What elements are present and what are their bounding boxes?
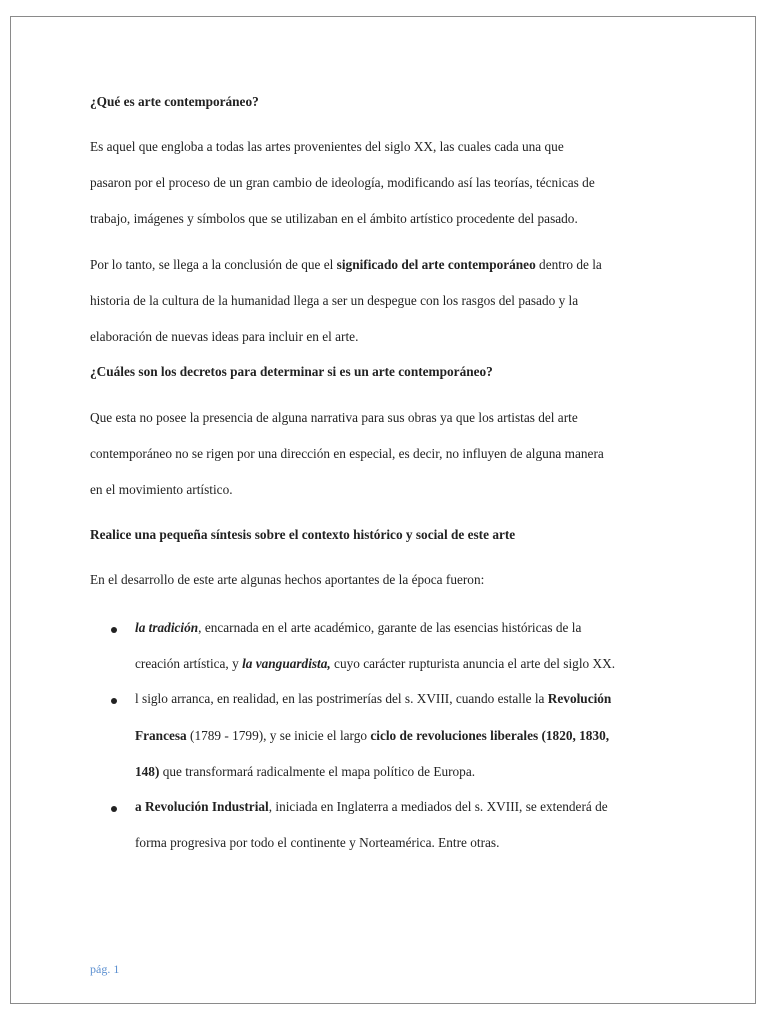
text-run: que transformará radicalmente el mapa político de Europa. (159, 764, 476, 779)
paragraph-line (90, 256, 602, 274)
heading-sintesis: Realice una pequeña síntesis sobre el contexto histórico y social de este arte (90, 527, 516, 542)
paragraph-line: contemporáneo no se rigen por una dirección en especial, es decir, no influyen de alguna manera (90, 446, 604, 461)
list-item-line (135, 763, 475, 781)
heading-que-es: ¿Qué es arte contemporáneo? (90, 94, 259, 109)
text-run: dentro de la (535, 257, 602, 272)
list-item-line (135, 727, 609, 745)
bullet-icon (111, 806, 117, 812)
bold-text-run: significado del arte contemporáneo (336, 257, 536, 272)
bold-italic-text-run: la vanguardista, (242, 656, 331, 671)
text-run: creación artística, y (135, 656, 243, 671)
list-item-line: forma progresiva por todo el continente y Norteamérica. Entre otras. (135, 835, 500, 850)
text-run: cuyo carácter rupturista anuncia el arte del siglo XX. (330, 656, 616, 671)
text-run: l siglo arranca, en realidad, en las postrimerías del s. XVIII, cuando estalle la (135, 691, 548, 706)
text-run: (1789 - 1799), y se inicie el largo (186, 728, 371, 743)
text-run: Por lo tanto, se llega a la conclusión de que el (90, 257, 337, 272)
bold-italic-text-run: la tradición (135, 620, 199, 635)
bullet-icon (111, 627, 117, 633)
paragraph-line: Es aquel que engloba a todas las artes provenientes del siglo XX, las cuales cada una que (90, 139, 564, 154)
document-page (10, 16, 756, 1004)
list-item-line (135, 655, 615, 673)
page-number: pág. 1 (90, 962, 120, 976)
text-run: , encarnada en el arte académico, garante de las esencias históricas de la (198, 620, 582, 635)
bold-text-run: 148) (135, 764, 160, 779)
bold-text-run: ciclo de revoluciones liberales (1820, 1830, (370, 728, 610, 743)
text-run: , iniciada en Inglaterra a mediados del s. XVIII, se extenderá de (268, 799, 608, 814)
heading-decretos: ¿Cuáles son los decretos para determinar si es un arte contemporáneo? (90, 364, 493, 379)
paragraph-line: historia de la cultura de la humanidad llega a ser un despegue con los rasgos del pasado y la (90, 293, 579, 308)
list-item-line (135, 619, 581, 637)
paragraph-line: trabajo, imágenes y símbolos que se utilizaban en el ámbito artístico procedente del pasado. (90, 211, 578, 226)
paragraph-line: Que esta no posee la presencia de alguna narrativa para sus obras ya que los artistas del arte (90, 410, 578, 425)
bold-text-run: Francesa (135, 728, 187, 743)
bold-text-run: Revolución (547, 691, 612, 706)
paragraph-line: en el movimiento artístico. (90, 482, 233, 497)
paragraph-line: pasaron por el proceso de un gran cambio de ideología, modificando así las teorías, técnicas de (90, 175, 595, 190)
bold-text-run: a Revolución Industrial (135, 799, 269, 814)
list-item-line (135, 798, 608, 816)
paragraph-line: En el desarrollo de este arte algunas hechos aportantes de la época fueron: (90, 572, 485, 587)
paragraph-line: elaboración de nuevas ideas para incluir en el arte. (90, 329, 359, 344)
bullet-icon (111, 698, 117, 704)
list-item-line (135, 690, 611, 708)
